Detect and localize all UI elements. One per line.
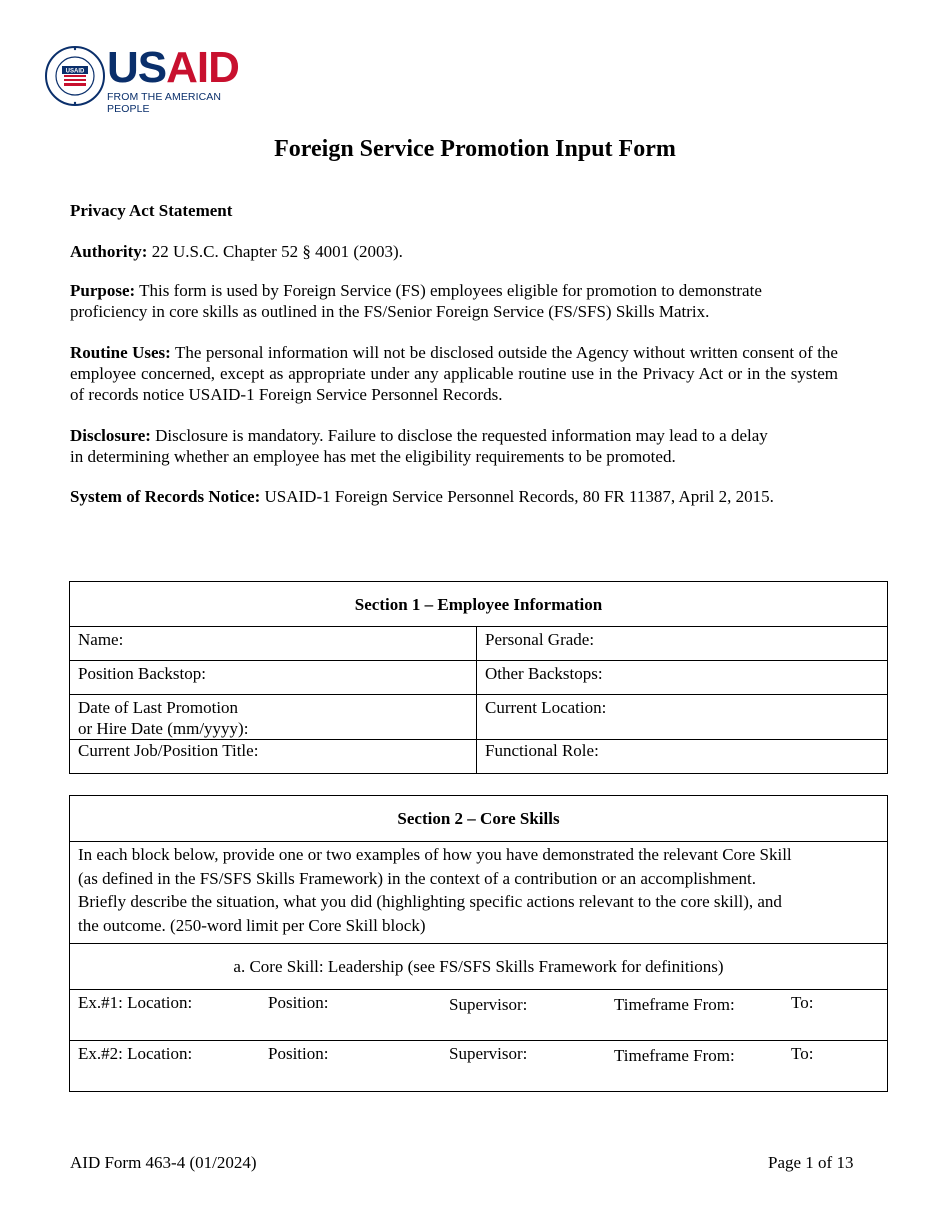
disclosure-paragraph [70,425,870,467]
current-location-field[interactable]: Current Location: [477,695,888,740]
name-field[interactable]: Name: [70,627,477,661]
disclosure-label: Disclosure: [70,426,151,445]
section2-heading: Section 2 – Core Skills [70,796,888,842]
disclosure-text-2: in determining whether an employee has met the eligibility requirements to be promoted. [70,447,676,466]
last-promotion-label-1: Date of Last Promotion [78,698,239,717]
example-2-location: Ex.#2: Location: [78,1044,193,1063]
seal-usaid-text: USAID [65,68,85,75]
sorn-text: USAID-1 Foreign Service Personnel Records, 80 FR 11387, April 2, 2015. [260,487,774,506]
page-title: Foreign Service Promotion Input Form [274,136,676,162]
example-2-position: Position: [268,1044,329,1063]
section2-instructions [70,842,888,944]
logo-wordmark [107,43,244,115]
authority-text: 22 U.S.C. Chapter 52 § 4001 (2003). [147,242,403,261]
sorn-label: System of Records Notice: [70,487,261,506]
example-1-supervisor: Supervisor: [449,995,528,1014]
example-1-timeframe-from: Timeframe From: [614,995,735,1014]
instructions-line-1: In each block below, provide one or two examples of how you have demonstrated the relevant Core Skill [78,845,792,864]
example-1-position: Position: [268,993,329,1012]
disclosure-text-1: Disclosure is mandatory. Failure to disclose the requested information may lead to a delay [150,426,768,445]
purpose-paragraph [70,280,870,322]
example-2-timeframe-from: Timeframe From: [614,1046,735,1065]
personal-grade-field[interactable]: Personal Grade: [477,627,888,661]
privacy-heading: Privacy Act Statement [70,201,233,220]
usaid-seal-icon [44,40,106,112]
purpose-text-2: proficiency in core skills as outlined in the FS/Senior Foreign Service (FS/SFS) Skills Matrix. [70,302,710,321]
functional-role-field[interactable]: Functional Role: [477,740,888,774]
authority-label: Authority: [70,242,148,261]
instructions-line-3: Briefly describe the situation, what you did (highlighting specific actions relevant to the core skill), and [78,892,782,911]
purpose-text-1: This form is used by Foreign Service (FS) employees eligible for promotion to demonstrate [135,281,762,300]
section2-table [69,795,888,1092]
instructions-line-2: (as defined in the FS/SFS Skills Framework) in the context of a contribution or an accomplishment. [78,868,757,888]
section1-table [69,581,888,774]
last-promotion-field[interactable] [70,695,477,740]
instructions-line-4: the outcome. (250-word limit per Core Skill block) [78,915,426,935]
position-backstop-field[interactable]: Position Backstop: [70,661,477,695]
example-1-location: Ex.#1: Location: [78,993,193,1012]
page-number: Page 1 of 13 [768,1153,854,1172]
routine-uses-label: Routine Uses: [70,343,171,362]
form-id: AID Form 463-4 (01/2024) [70,1153,257,1172]
example-2-supervisor: Supervisor: [449,1044,528,1063]
sorn-paragraph [70,486,870,507]
job-title-field[interactable]: Current Job/Position Title: [70,740,477,774]
logo-tagline: FROM THE AMERICAN PEOPLE [107,91,222,115]
example-2-row[interactable] [70,1041,888,1092]
authority-paragraph [70,241,838,262]
routine-uses-paragraph [70,342,838,405]
logo-name: USAID [107,43,239,92]
section1-heading: Section 1 – Employee Information [70,582,888,627]
example-1-row[interactable] [70,990,888,1041]
purpose-label: Purpose: [70,281,136,300]
example-2-timeframe-to: To: [791,1044,814,1063]
last-promotion-label-2: or Hire Date (mm/yyyy): [78,719,249,738]
routine-uses-text: The personal information will not be disclosed outside the Agency without written consent of the employee concerned, except as appropriate under any applicable routine use in the Privacy Act or in the system of records notice USAID-1 Foreign Service Personnel Records. [70,343,838,404]
other-backstops-field[interactable]: Other Backstops: [477,661,888,695]
example-1-timeframe-to: To: [791,993,814,1012]
core-skill-leadership-heading: a. Core Skill: Leadership (see FS/SFS Skills Framework for definitions) [70,944,888,990]
usaid-logo [44,40,244,115]
